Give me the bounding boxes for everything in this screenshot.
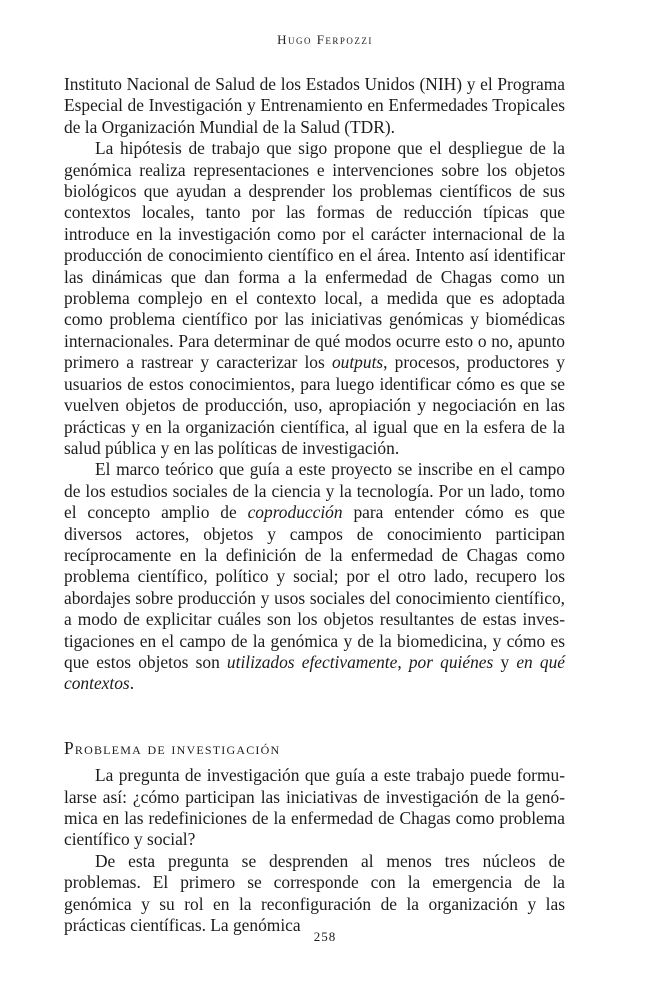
paragraph-hypothesis: [64, 138, 565, 459]
paragraph-theoretical-framework: [64, 459, 565, 694]
text-run: El marco teórico que guía a este proyecto se inscribe en el campo de los estudios sociales de la ciencia y la tecnología. Por un lado, tomo el concepto amplio de: [64, 459, 565, 523]
text-run: ,: [397, 651, 409, 672]
emphasis-en-que-contextos: en qué contextos: [64, 651, 565, 694]
section-heading: Problema de investigación: [64, 737, 281, 758]
text-run: La hipótesis de trabajo que sigo propone que el despliegue de la genómica realiza representaciones e intervenciones sobre los objetos biológicos que ayudan a desprender los problemas científicos de sus contextos locales, tanto por las formas de reducción típicas que introduce en la investigación como por el carácter internacional de la producción de conocimiento científico en el área. Intento así identificar las dinámicas que dan forma a la enfermedad de Chagas como un problema complejo en el contexto local, a medida que es adoptada como problema científico por las iniciativas genómicas y biomédicas internacionales. Para determinar de qué modos ocurre esto o no, apunto primero a rastrear y caracterizar los: [64, 138, 565, 373]
text-run: para entender cómo es que diversos actores, objetos y campos de conocimiento participan recíprocamente en la definición de la enfermedad de Chagas como problema científico, político y social; por el otro lado, recupero los abordajes sobre producción y usos sociales del conocimiento científico, a modo de explicitar cuáles son los objetos resultantes de estas investigaciones en el campo de la genómica y de la biomedicina, y cómo es que estos objetos son: [64, 502, 565, 672]
text-run: .: [129, 673, 135, 694]
paragraph-research-question: La pregunta de investigación que guía a este trabajo puede formularse así: ¿cómo participan las iniciativas de investigación de la genómica en las redefiniciones de la enfermedad de Chagas como problema científico y social?: [64, 765, 565, 850]
page-number: 258: [313, 929, 337, 944]
emphasis-por-quienes: por quiénes: [408, 651, 494, 672]
emphasis-coproduccion: coproducción: [247, 502, 343, 523]
emphasis-utilizados: utilizados efectivamente: [226, 651, 398, 672]
emphasis-outputs: outputs: [331, 352, 384, 373]
running-head: Hugo Ferpozzi: [277, 32, 373, 47]
body-text: [64, 74, 565, 936]
text-run: , procesos, productores y usuarios de estos conocimientos, para luego identificar cómo es que se vuelven objetos de producción, uso, apropiación y negociación en las prácticas y en la organización científica, al igual que en la esfera de la salud pública y en las políticas de investigación.: [64, 352, 565, 458]
text-run: y: [493, 651, 517, 672]
paragraph-continuation: Instituto Nacional de Salud de los Estados Unidos (NIH) y el Programa Especial de Investigación y Entrenamiento en Enfermedades Tropicales de la Organización Mundial de la Salud (TDR).: [64, 74, 565, 137]
paragraph-problem-cores: De esta pregunta se desprenden al menos tres núcleos de problemas. El primero se corresponde con la emergencia de la genómica y su rol en la reconfiguración de la organización y las prácticas científicas. La genómica: [64, 850, 565, 936]
